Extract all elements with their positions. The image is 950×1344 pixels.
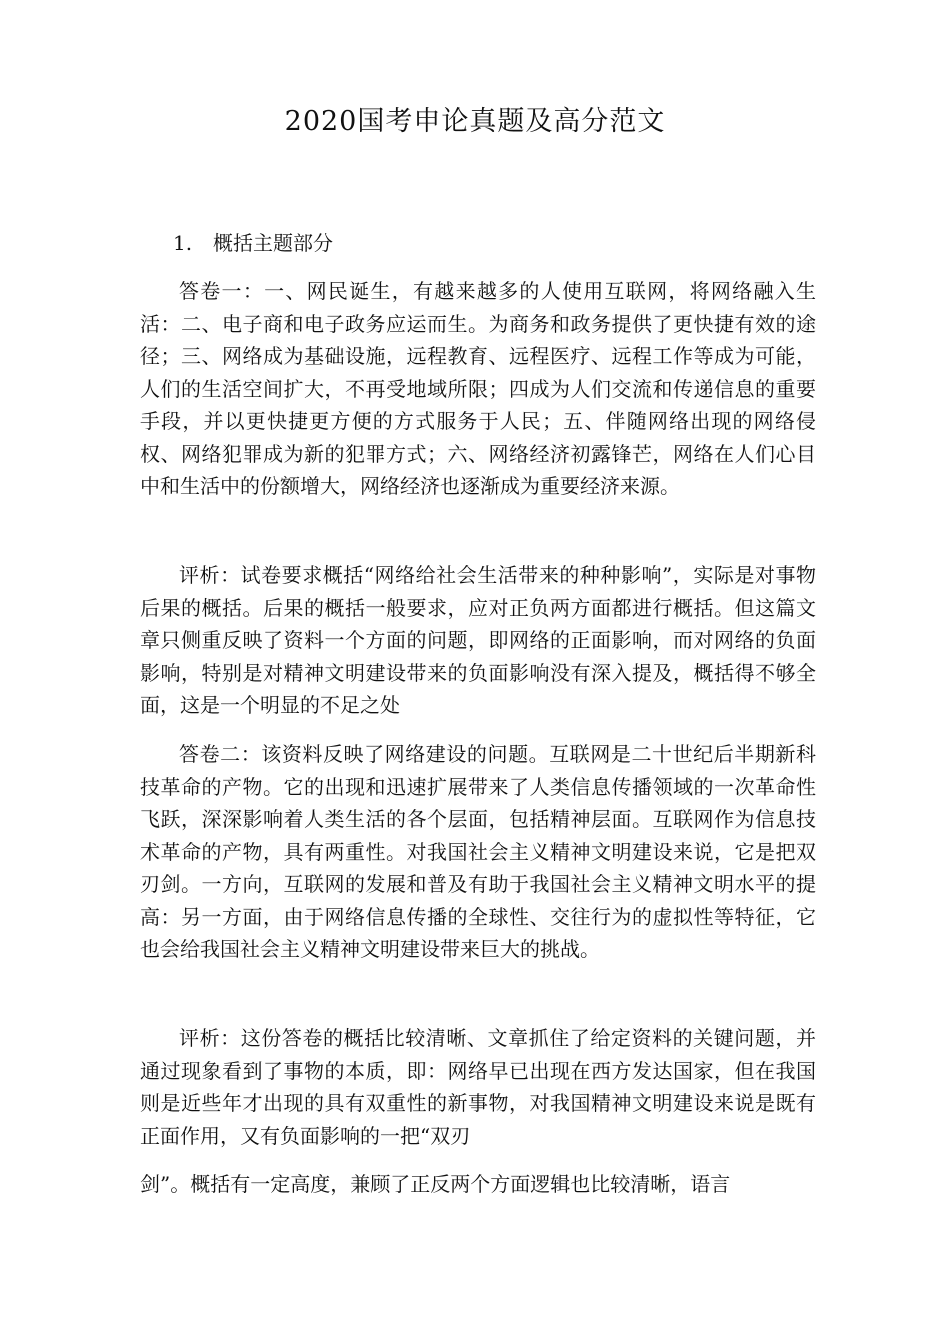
section-heading [173,228,333,258]
document-title: 2020国考申论真题及高分范文 [284,106,666,137]
review-two-continued-paragraph: 剑”。概括有一定高度，兼顾了正反两个方面逻辑也比较清晰，语言 [140,1172,731,1196]
section-heading-text: 概括主题部分 [213,231,333,255]
review-two-paragraph: 评析：这份答卷的概括比较清晰、文章抓住了给定资料的关键问题，并通过现象看到了事物的本质，即：网络早已出现在西方发达国家，但在我国则是近些年才出现的具有双重性的新事物，对我国精神文明建设来说是既有正面作用，又有负面影响的一把“双刃 [140,1026,816,1148]
answer-one-paragraph: 答卷一：一、网民诞生，有越来越多的人使用互联网，将网络融入生活：二、电子商和电子政务应运而生。为商务和政务提供了更快捷有效的途径；三、网络成为基础设施，远程教育、远程医疗、远程工作等成为可能，人们的生活空间扩大，不再受地域所限；四成为人们交流和传递信息的重要手段，并以更快捷更方便的方式服务于人民；五、伴随网络出现的网络侵权、网络犯罪成为新的犯罪方式；六、网络经济初露锋芒，网络在人们心目中和生活中的份额增大，网络经济也逐渐成为重要经济来源。 [140,279,816,498]
section-number: 1. [173,231,193,255]
review-one-paragraph: 评析：试卷要求概括“网络给社会生活带来的种种影响”，实际是对事物后果的概括。后果的概括一般要求，应对正负两方面都进行概括。但这篇文章只侧重反映了资料一个方面的问题，即网络的正面影响，而对网络的负面影响，特别是对精神文明建设带来的负面影响没有深入提及，概括得不够全面，这是一个明显的不足之处 [140,563,816,717]
answer-two-paragraph: 答卷二：该资料反映了网络建设的问题。互联网是二十世纪后半期新科技革命的产物。它的出现和迅速扩展带来了人类信息传播领域的一次革命性飞跃，深深影响着人类生活的各个层面，包括精神层面。互联网作为信息技术革命的产物，具有两重性。对我国社会主义精神文明建设来说，它是把双刃剑。一方向，互联网的发展和普及有助于我国社会主义精神文明水平的提高：另一方面，由于网络信息传播的全球性、交往行为的虚拟性等特征，它也会给我国社会主义精神文明建设带来巨大的挑战。 [140,742,816,961]
